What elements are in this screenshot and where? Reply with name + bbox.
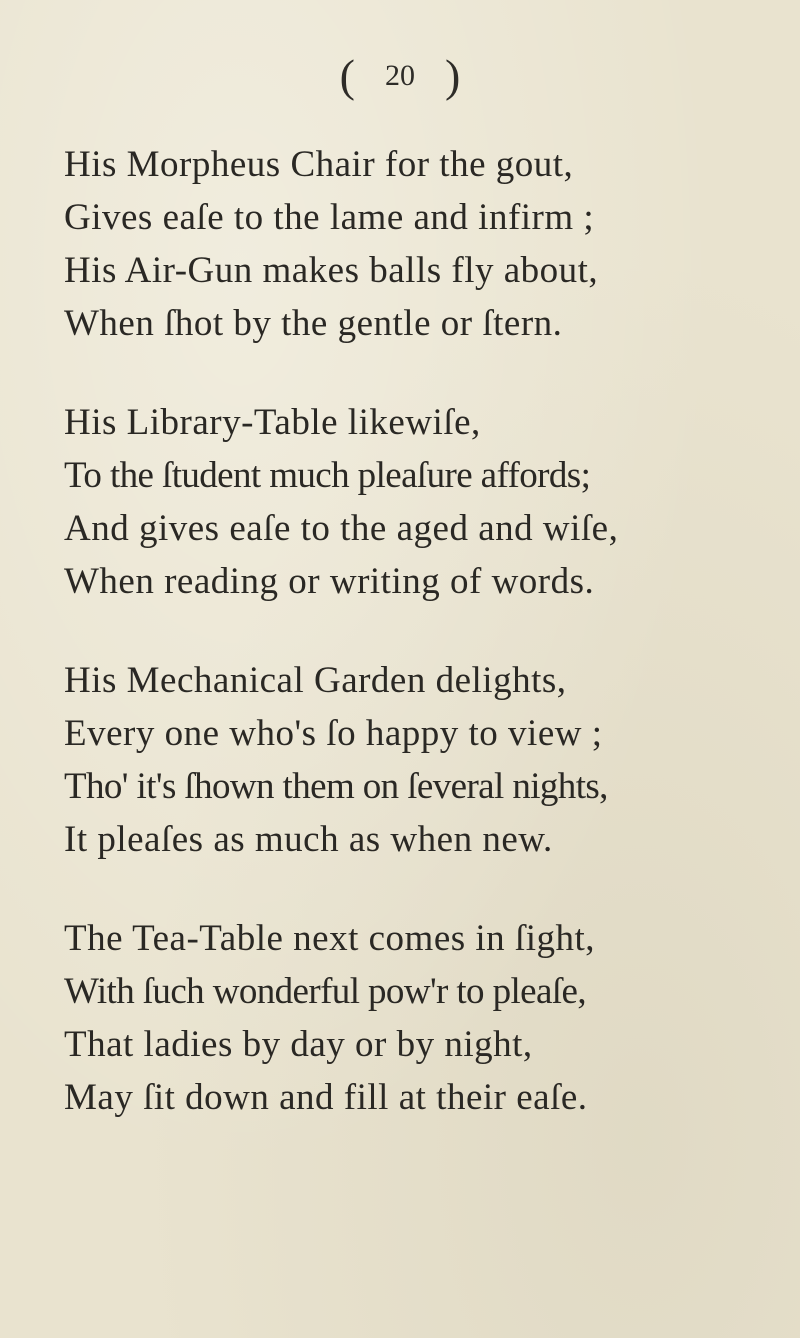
stanza-4: [64, 912, 780, 1124]
poem-line: His Mechanical Garden delights,: [64, 660, 567, 701]
poem-line: His Morpheus Chair for the gout,: [64, 144, 574, 185]
poem-line: With ſuch wonderful pow'r to pleaſe,: [64, 971, 586, 1012]
stanza-3: [64, 654, 780, 866]
page-number-open-paren: (: [339, 50, 355, 101]
poem-line: And gives eaſe to the aged and wiſe,: [64, 508, 619, 549]
stanza-2: [64, 396, 780, 608]
page-number-value: 20: [385, 59, 415, 92]
poem-line: When ſhot by the gentle or ſtern.: [64, 303, 563, 344]
stanza-1: [64, 138, 780, 350]
poem-line: To the ſtudent much pleaſure affords;: [64, 455, 591, 496]
poem-line: The Tea-Table next comes in ſight,: [64, 918, 596, 959]
poem-line: Tho' it's ſhown them on ſeveral nights,: [64, 766, 608, 807]
poem-line: May ſit down and fill at their eaſe.: [64, 1077, 588, 1118]
poem-line: That ladies by day or by night,: [64, 1024, 533, 1065]
poem-line: Every one who's ſo happy to view ;: [64, 713, 603, 754]
poem-line: When reading or writing of words.: [64, 561, 595, 602]
page-number: [0, 48, 800, 104]
poem: [64, 138, 780, 1170]
page-number-close-paren: ): [445, 50, 461, 101]
poem-line: His Air-Gun makes balls fly about,: [64, 250, 599, 291]
poem-line: It pleaſes as much as when new.: [64, 819, 553, 860]
poem-line: Gives eaſe to the lame and infirm ;: [64, 197, 595, 238]
poem-line: His Library-Table likewiſe,: [64, 402, 481, 443]
